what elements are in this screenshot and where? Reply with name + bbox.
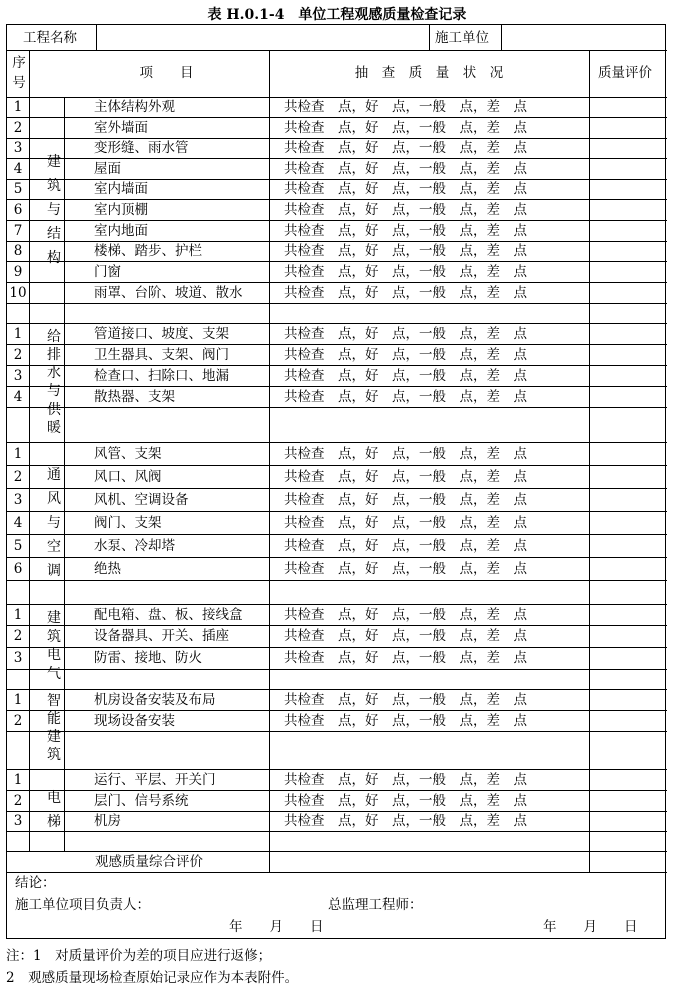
item-name: 风机、空调设备 <box>94 491 189 508</box>
row-number: 4 <box>13 388 23 405</box>
quality-eval-header: 质量评价 <box>598 65 652 81</box>
row-number: 2 <box>13 792 23 809</box>
grid-line <box>589 442 590 604</box>
category-label: 电 梯 <box>47 790 61 830</box>
grid-line <box>269 50 270 97</box>
item-name: 现场设备安装 <box>94 712 175 729</box>
table-title: 表 H.0.1-4 单位工程观感质量检查记录 <box>207 7 467 23</box>
grid-line <box>29 97 30 323</box>
check-status-text: 共检查 点，好 点，一般 点，差 点 <box>284 388 527 405</box>
check-status-text: 共检查 点，好 点，一般 点，差 点 <box>284 181 527 197</box>
grid-line <box>29 50 30 97</box>
row-number: 2 <box>13 712 23 729</box>
row-number: 4 <box>13 514 23 531</box>
item-name: 机房设备安装及布局 <box>94 691 216 708</box>
category-label: 智 能 建 筑 <box>47 693 61 763</box>
category-label: 建 筑 与 结 构 <box>47 154 61 266</box>
grid-line <box>7 50 667 51</box>
item-name: 机房 <box>94 813 121 829</box>
row-number: 1 <box>13 325 23 342</box>
item-name: 配电箱、盘、板、接线盒 <box>94 606 243 623</box>
item-name: 屋面 <box>94 160 121 177</box>
row-number: 8 <box>13 243 23 259</box>
row-number: 7 <box>13 222 23 239</box>
item-name: 防雷、接地、防火 <box>94 650 202 666</box>
grid-line <box>269 851 270 872</box>
grid-line <box>64 769 65 851</box>
overall-evaluation-label: 观感质量综合评价 <box>95 854 203 870</box>
grid-line <box>64 580 667 581</box>
grid-line <box>589 50 590 97</box>
grid-line <box>269 689 270 769</box>
category-label: 通 风 与 空 调 <box>47 467 61 579</box>
item-name: 风管、支架 <box>94 445 162 462</box>
check-status-text: 共检查 点，好 点，一般 点，差 点 <box>284 792 527 809</box>
grid-line <box>29 604 30 689</box>
check-status-text: 共检查 点，好 点，一般 点，差 点 <box>284 445 527 462</box>
check-status-text: 共检查 点，好 点，一般 点，差 点 <box>284 537 527 554</box>
check-status-text: 共检查 点，好 点，一般 点，差 点 <box>284 99 527 115</box>
grid-line <box>589 851 590 872</box>
check-status-text: 共检查 点，好 点，一般 点，差 点 <box>284 650 527 666</box>
item-name: 风口、风阀 <box>94 468 162 485</box>
check-status-text: 共检查 点，好 点，一般 点，差 点 <box>284 201 527 218</box>
grid-line <box>29 323 30 442</box>
row-number: 1 <box>13 691 23 708</box>
row-number: 1 <box>13 99 23 115</box>
row-number: 5 <box>13 181 23 197</box>
check-status-text: 共检查 点，好 点，一般 点，差 点 <box>284 468 527 485</box>
check-status-text: 共检查 点，好 点，一般 点，差 点 <box>284 771 527 788</box>
check-status-text: 共检查 点，好 点，一般 点，差 点 <box>284 263 527 280</box>
grid-line <box>589 97 590 323</box>
grid-line <box>64 323 65 442</box>
row-number: 3 <box>13 367 23 384</box>
item-name: 卫生器具、支架、阀门 <box>94 346 229 363</box>
item-name: 绝热 <box>94 560 121 577</box>
grid-line <box>269 97 270 323</box>
row-number: 4 <box>13 160 23 177</box>
grid-line <box>64 407 667 408</box>
check-status-text: 共检查 点，好 点，一般 点，差 点 <box>284 325 527 342</box>
row-number: 1 <box>13 445 23 462</box>
grid-line <box>64 604 65 689</box>
seq-header: 序 号 <box>12 55 26 91</box>
grid-line <box>269 442 270 604</box>
grid-line <box>64 731 667 732</box>
grid-line <box>64 97 65 323</box>
item-name: 运行、平层、开关门 <box>94 771 216 788</box>
check-status-text: 共检查 点，好 点，一般 点，差 点 <box>284 606 527 623</box>
item-name: 散热器、支架 <box>94 388 175 405</box>
check-status-text: 共检查 点，好 点，一般 点，差 点 <box>284 491 527 508</box>
item-name: 楼梯、踏步、护栏 <box>94 243 202 259</box>
row-number: 2 <box>13 628 23 644</box>
check-status-text: 共检查 点，好 点，一般 点，差 点 <box>284 140 527 156</box>
grid-line <box>589 689 590 769</box>
check-status-text: 共检查 点，好 点，一般 点，差 点 <box>284 284 527 301</box>
row-number: 1 <box>13 606 23 623</box>
grid-line <box>589 323 590 442</box>
item-name: 层门、信号系统 <box>94 792 189 809</box>
grid-line <box>589 604 590 689</box>
grid-line <box>269 769 270 851</box>
grid-line <box>64 669 667 670</box>
item-name: 门窗 <box>94 263 121 280</box>
item-name: 水泵、冷却塔 <box>94 537 175 554</box>
item-name: 管道接口、坡度、支架 <box>94 325 229 342</box>
row-number: 6 <box>13 560 23 577</box>
item-name: 室内墙面 <box>94 181 148 197</box>
grid-line <box>64 689 65 769</box>
check-status-text: 共检查 点，好 点，一般 点，差 点 <box>284 243 527 259</box>
item-name: 检查口、扫除口、地漏 <box>94 367 229 384</box>
check-status-text: 共检查 点，好 点，一般 点，差 点 <box>284 222 527 239</box>
grid-line <box>7 303 64 304</box>
date-left: 年 月 日 <box>229 919 324 935</box>
row-number: 3 <box>13 813 23 829</box>
row-number: 2 <box>13 119 23 136</box>
contractor-leader-label: 施工单位项目负责人： <box>15 897 150 913</box>
item-name: 设备器具、开关、插座 <box>94 628 229 644</box>
grid-line <box>29 689 30 769</box>
check-status-text: 共检查 点，好 点，一般 点，差 点 <box>284 712 527 729</box>
row-number: 3 <box>13 650 23 666</box>
row-number: 3 <box>13 491 23 508</box>
row-number: 3 <box>13 140 23 156</box>
chief-supervisor-label: 总监理工程师： <box>328 897 423 913</box>
row-number: 6 <box>13 201 23 218</box>
item-name: 室内顶棚 <box>94 201 148 218</box>
check-status-text: 共检查 点，好 点，一般 点，差 点 <box>284 367 527 384</box>
project-name-label: 工程名称 <box>23 30 77 46</box>
check-status-header: 抽 查 质 量 状 况 <box>354 65 504 81</box>
check-status-text: 共检查 点，好 点，一般 点，差 点 <box>284 160 527 177</box>
footnote: 注：1 对质量评价为差的项目应进行返修； <box>6 948 272 964</box>
footnote: 2 观感质量现场检查原始记录应作为本表附件。 <box>6 970 299 986</box>
grid-line <box>29 442 30 604</box>
check-status-text: 共检查 点，好 点，一般 点，差 点 <box>284 628 527 644</box>
grid-line <box>501 25 502 50</box>
grid-line <box>96 25 97 50</box>
grid-line <box>429 25 430 50</box>
item-header: 项 目 <box>139 65 194 81</box>
row-number: 9 <box>13 263 23 280</box>
check-status-text: 共检查 点，好 点，一般 点，差 点 <box>284 346 527 363</box>
item-name: 变形缝、雨水管 <box>94 140 189 156</box>
check-status-text: 共检查 点，好 点，一般 点，差 点 <box>284 560 527 577</box>
item-name: 阀门、支架 <box>94 514 162 531</box>
grid-line <box>64 831 667 832</box>
grid-line <box>7 872 667 873</box>
row-number: 2 <box>13 468 23 485</box>
item-name: 室外墙面 <box>94 119 148 136</box>
row-number: 1 <box>13 771 23 788</box>
date-right: 年 月 日 <box>543 919 638 935</box>
conclusion-label: 结论： <box>15 875 56 891</box>
grid-line <box>64 442 65 604</box>
row-number: 10 <box>9 284 27 301</box>
grid-line <box>269 323 270 442</box>
inspection-record-table <box>6 24 666 939</box>
category-label: 给 排 水 与 供 暖 <box>47 328 61 437</box>
check-status-text: 共检查 点，好 点，一般 点，差 点 <box>284 691 527 708</box>
check-status-text: 共检查 点，好 点，一般 点，差 点 <box>284 514 527 531</box>
item-name: 雨罩、台阶、坡道、散水 <box>94 284 243 301</box>
check-status-text: 共检查 点，好 点，一般 点，差 点 <box>284 119 527 136</box>
row-number: 5 <box>13 537 23 554</box>
grid-line <box>589 769 590 851</box>
grid-line <box>29 769 30 851</box>
item-name: 主体结构外观 <box>94 99 175 115</box>
check-status-text: 共检查 点，好 点，一般 点，差 点 <box>284 813 527 829</box>
row-number: 2 <box>13 346 23 363</box>
grid-line <box>269 604 270 689</box>
item-name: 室内地面 <box>94 222 148 239</box>
category-label: 建 筑 电 气 <box>47 609 61 683</box>
grid-line <box>64 303 667 304</box>
contractor-label: 施工单位 <box>435 30 489 46</box>
